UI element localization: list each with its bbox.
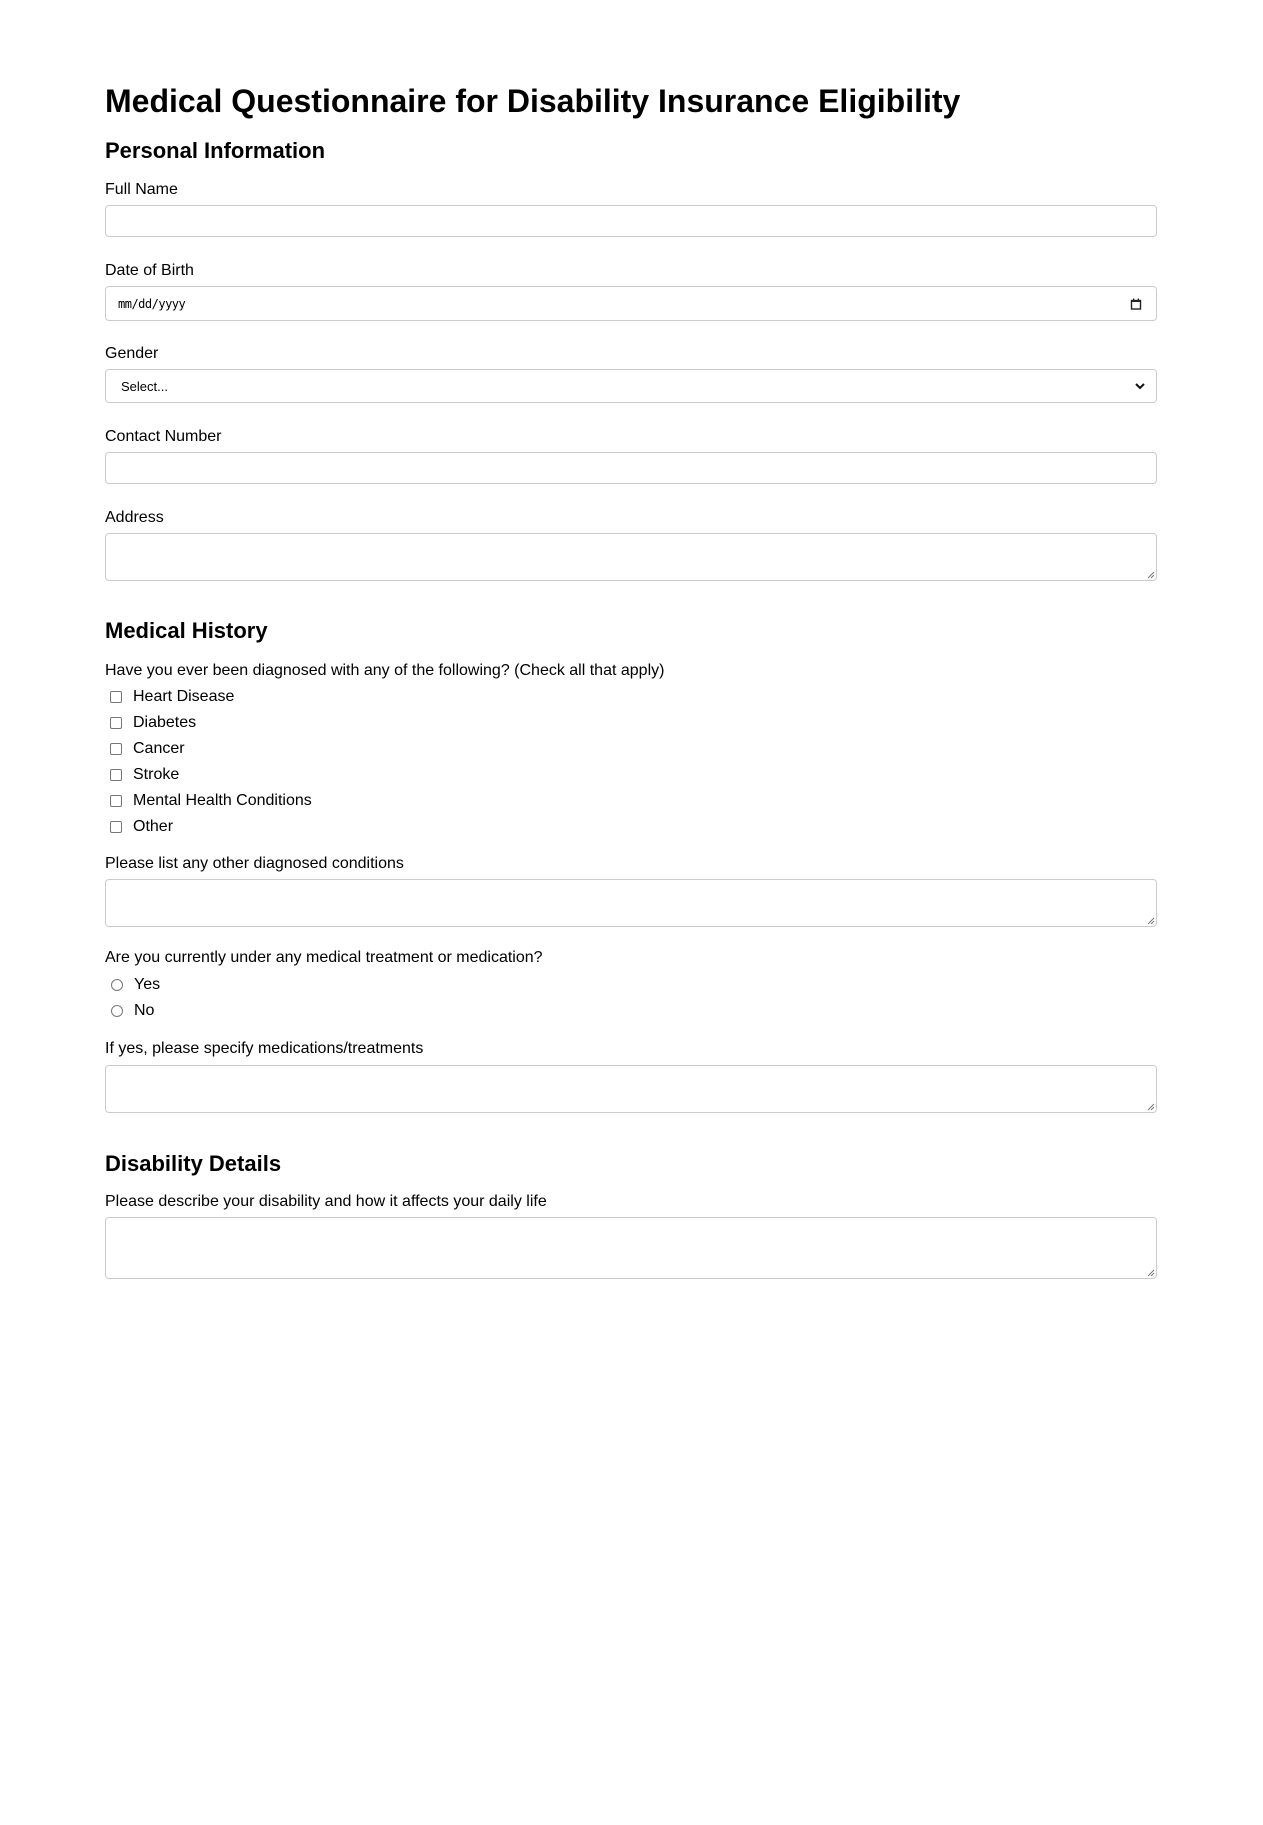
checkbox-label: Stroke: [133, 766, 180, 783]
checkbox-box[interactable]: [110, 717, 122, 729]
section-heading-personal-information: Personal Information: [105, 138, 326, 163]
disability-description-textarea[interactable]: [105, 1217, 1157, 1279]
radio-treatment-yes[interactable]: [105, 974, 160, 996]
chevron-down-icon: [1134, 380, 1146, 392]
contact-number-label: Contact Number: [105, 428, 222, 445]
resize-grip-icon[interactable]: [1146, 570, 1155, 579]
section-heading-medical-history: Medical History: [105, 618, 268, 643]
other-conditions-textarea[interactable]: [105, 879, 1157, 927]
checkbox-stroke[interactable]: [105, 764, 179, 786]
checkbox-label: Other: [133, 818, 174, 835]
date-placeholder: mm/dd/yyyy: [118, 296, 186, 311]
resize-grip-icon[interactable]: [1146, 1102, 1155, 1111]
radio-label: No: [134, 1002, 155, 1019]
treatment-question-label: Are you currently under any medical treatment or medication?: [105, 949, 543, 966]
checkbox-label: Heart Disease: [133, 688, 235, 705]
medications-label: If yes, please specify medications/treatments: [105, 1040, 424, 1057]
resize-grip-icon[interactable]: [1146, 916, 1155, 925]
disability-description-label: Please describe your disability and how it affects your daily life: [105, 1193, 547, 1210]
gender-label: Gender: [105, 345, 159, 362]
checkbox-label: Cancer: [133, 740, 185, 757]
checkbox-box[interactable]: [110, 769, 122, 781]
checkbox-other[interactable]: [105, 816, 173, 838]
date-of-birth-label: Date of Birth: [105, 262, 194, 279]
address-textarea[interactable]: [105, 533, 1157, 581]
checkbox-diabetes[interactable]: [105, 712, 196, 734]
page-title: Medical Questionnaire for Disability Insurance Eligibility: [105, 83, 961, 119]
other-conditions-label: Please list any other diagnosed conditions: [105, 855, 404, 872]
gender-selected-value: Select...: [121, 378, 168, 394]
radio-circle[interactable]: [111, 979, 123, 991]
address-label: Address: [105, 509, 164, 526]
checkbox-heart-disease[interactable]: [105, 686, 234, 708]
resize-grip-icon[interactable]: [1146, 1268, 1155, 1277]
radio-label: Yes: [134, 976, 161, 993]
checkbox-box[interactable]: [110, 691, 122, 703]
radio-circle[interactable]: [111, 1005, 123, 1017]
checkbox-box[interactable]: [110, 821, 122, 833]
checkbox-label: Diabetes: [133, 714, 197, 731]
checkbox-cancer[interactable]: [105, 738, 185, 760]
checkbox-label: Mental Health Conditions: [133, 792, 312, 809]
checkbox-box[interactable]: [110, 795, 122, 807]
date-of-birth-input[interactable]: [105, 286, 1157, 321]
full-name-input[interactable]: [105, 205, 1157, 237]
checkbox-mental-health-conditions[interactable]: [105, 790, 312, 812]
diagnosed-question-label: Have you ever been diagnosed with any of the following? (Check all that apply): [105, 662, 665, 679]
full-name-label: Full Name: [105, 181, 178, 198]
section-heading-disability-details: Disability Details: [105, 1151, 282, 1176]
contact-number-input[interactable]: [105, 452, 1157, 484]
calendar-icon[interactable]: [1130, 298, 1142, 310]
checkbox-box[interactable]: [110, 743, 122, 755]
medications-textarea[interactable]: [105, 1065, 1157, 1113]
gender-select[interactable]: [105, 369, 1157, 403]
radio-treatment-no[interactable]: [105, 1000, 154, 1022]
